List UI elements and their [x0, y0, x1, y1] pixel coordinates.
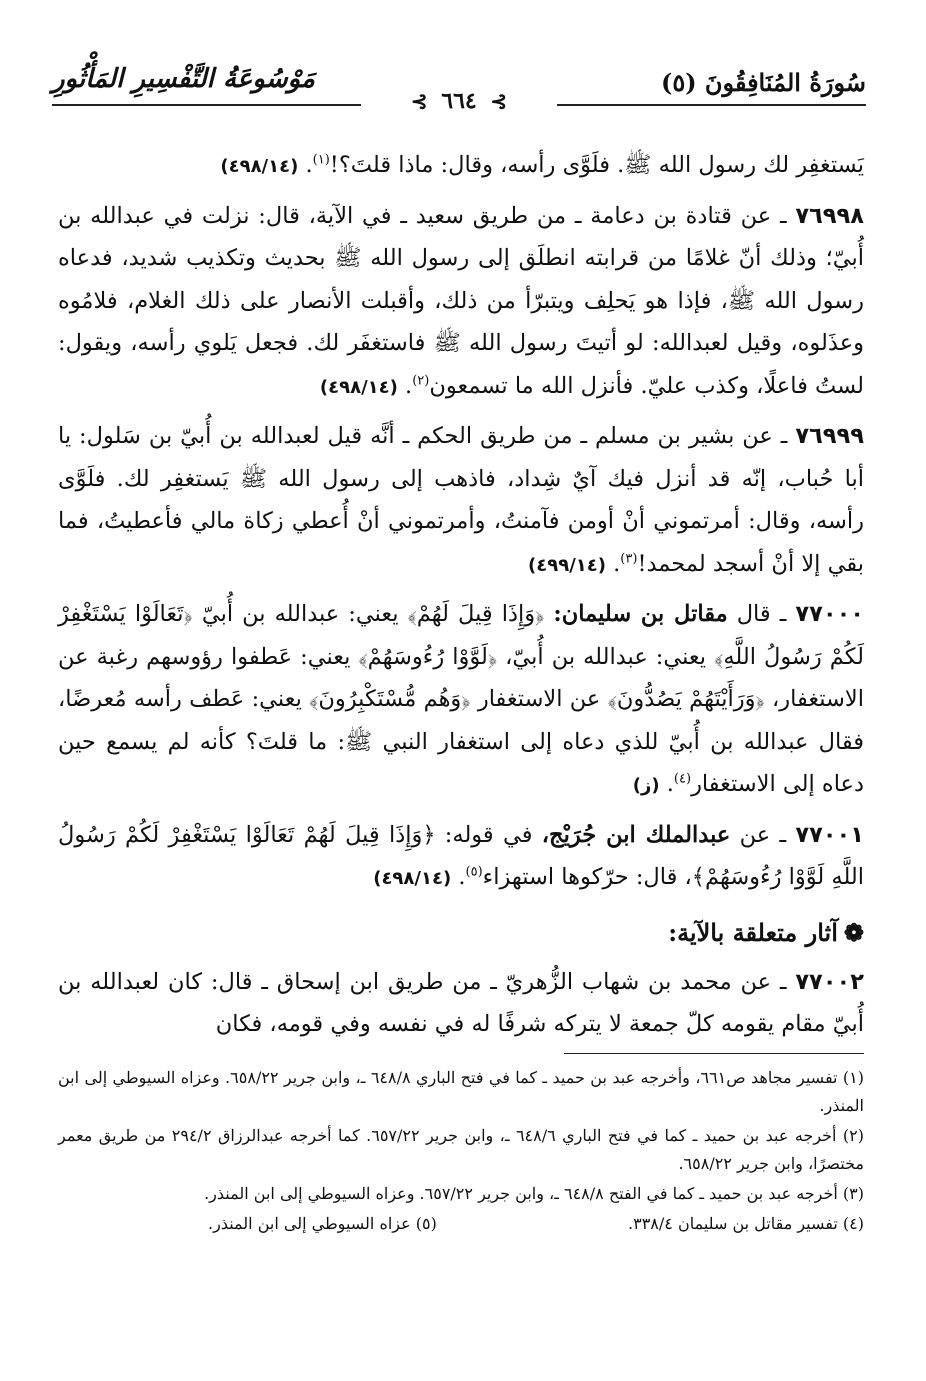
footnote-row [58, 1210, 864, 1238]
punctuation: . [405, 372, 413, 399]
footnote-marker: (١) [312, 152, 330, 168]
footnote-marker: (٥) [465, 864, 483, 880]
paragraph-text: ـ عن بشير بن مسلم ـ من طريق الحكم ـ أنَّه قيل لعبدالله بن أُبيّ بن سَلول: يا أبا حُباب، إنّه قد أنزل فيك آيٌ شِداد، فاذهب إلى رسول الله ﷺ يَستغفِر لك. فلَوَّى رأسه، وقال: أمرتموني أنْ أومن فآمنتُ، وأمرتموني أنْ أُعطي زكاة مالي فأعطيتُ، فما بقي إلا أنْ أسجد لمحمد! [58, 423, 864, 577]
narration-77000 [58, 593, 864, 808]
footnote: (٥) عزاه السيوطي إلى ابن المنذر. [208, 1214, 437, 1233]
narration-number: ٧٧٠٠٢ [795, 968, 864, 995]
paragraph-text: في قوله: ﴿وَإِذَا قِيلَ لَهُمْ تَعَالَوْا يَسْتَغْفِرْ لَكُمْ رَسُولُ اللَّهِ لَوَّوْا رُءُوسَهُمْ﴾، قال: حرّكوها استهزاء [58, 821, 864, 890]
footnote: (١) تفسير مجاهد ص٦٦١، وأخرجه عبد بن حميد ـ كما في فتح الباري ٦٤٨/٨ ـ، وابن جرير ٦٥٨/٢٢. وعزاه السيوطي إلى ابن المنذر. [58, 1068, 864, 1115]
surah-title: سُورَةُ المُنَافِقُونَ (٥) [660, 68, 866, 97]
narration-77002 [58, 961, 864, 1046]
page-number: ٦٦٤ [441, 88, 477, 114]
footnote-marker: (٤) [673, 771, 692, 787]
punctuation: . [458, 864, 466, 890]
paragraph-text: ـ عن محمد بن شهاب الزُّهريّ ـ من طريق ابن إسحاق ـ قال: كان لعبدالله بن أُبيّ مقام يقومه كلّ جمعة لا يتركه شرفًا له في نفسه وفي قومه، فكان [58, 968, 864, 1037]
punctuation: . [613, 550, 621, 577]
page-number-block [52, 88, 866, 114]
ornament-icon: ⊱ [490, 89, 508, 113]
source-reference: (٤٩٩/١٤) [528, 554, 606, 576]
footnote: (٢) أخرجه عبد بن حميد ـ كما في فتح الباري ٦٤٨/٦ ـ، وابن جرير ٦٥٧/٢٢. كما أخرجه عبدالرزاق ٢٩٤/٢ من طريق معمر مختصرًا، وابن جرير ٦٥٨/٢٢. [58, 1126, 864, 1173]
paragraph-prefix: ـ عن [739, 821, 787, 848]
narrator-name: مقاتل بن سليمان: [553, 601, 728, 627]
footnote-divider [564, 1053, 864, 1054]
flower-icon: ❁ [843, 917, 864, 947]
main-text [58, 144, 864, 1052]
narrator-name: عبدالملك ابن جُرَيْج، [541, 821, 731, 848]
narration-number: ٧٧٠٠٠ [795, 601, 865, 627]
punctuation: . [666, 771, 674, 797]
punctuation: . [305, 152, 313, 178]
narration-number: ٧٦٩٩٨ [795, 202, 864, 229]
paragraph-text: ﴿وَإِذَا قِيلَ لَهُمْ﴾ يعني: عبدالله بن أُبيّ ﴿تَعَالَوْا يَسْتَغْفِرْ لَكُمْ رَسُولُ اللَّهِ﴾ يعني: عبدالله بن أُبيّ، ﴿لَوَّوْا رُءُوسَهُمْ﴾ يعني: عَطفوا رؤوسهم رغبة عن الاستغفار، ﴿وَرَأَيْتَهُمْ يَصُدُّونَ﴾ عن الاستغفار ﴿وَهُم مُّسْتَكْبِرُونَ﴾ يعني: عَطف رأسه مُعرضًا، فقال عبدالله بن أُبيّ للذي دعاه إلى استغفار النبي ﷺ: ما قلتَ؟ كأنه لم يسمع حين دعاه إلى الاستغفار [58, 601, 864, 797]
page-header [52, 64, 866, 120]
footnote-marker: (٣) [620, 551, 638, 566]
narration-number: ٧٦٩٩٩ [795, 423, 864, 449]
narration-76999 [58, 415, 864, 587]
section-heading-text: آثار متعلقة بالآية: [668, 917, 838, 947]
source-reference: (ز) [632, 775, 660, 796]
paragraph-text: ـ عن قتادة بن دعامة ـ من طريق سعيد ـ في الآية، قال: نزلت في عبدالله بن أُبيّ؛ وذلك أنّ غلامًا من قرابته انطلَق إلى رسول الله ﷺ بحديث وتكذيب شديد، فدعاه رسول الله ﷺ، فإذا هو يَحلِف ويتبرّأ من ذلك، وأقبلت الأنصار على ذلك الغلام، فلامُوه وعذَلوه، وقيل لعبدالله: لو أتيتَ رسول الله ﷺ فاستغفَر لك. فجعل يَلوي رأسه، ويقول: لستُ فاعلًا، وكذب عليّ. فأنزل الله ما تسمعون [58, 202, 864, 399]
source-reference: (٤٩٨/١٤) [373, 868, 452, 889]
footnote: (٣) أخرجه عبد بن حميد ـ كما في الفتح ٦٤٨/٨ ـ، وابن جرير ٦٥٧/٢٢. وعزاه السيوطي إلى ابن المنذر. [204, 1184, 864, 1203]
paragraph-prefix: ـ قال [736, 601, 787, 627]
source-reference: (٤٩٨/١٤) [319, 376, 398, 398]
footnotes [58, 1064, 864, 1238]
source-reference: (٤٩٨/١٤) [220, 156, 299, 177]
narration-number: ٧٧٠٠١ [795, 821, 865, 848]
book-title: مَوْسُوعَةُ التَّفْسِيرِ المَأْثُورِ [52, 64, 315, 94]
footnote: (٤) تفسير مقاتل بن سليمان ٣٣٨/٤. [628, 1214, 864, 1233]
section-heading [58, 911, 864, 955]
narration-76998 [58, 195, 864, 410]
narration-77001 [58, 814, 864, 901]
ornament-icon: ⊱ [410, 89, 428, 113]
paragraph [58, 144, 864, 189]
paragraph-text: يَستغفِر لك رسول الله ﷺ. فلَوَّى رأسه، وقال: ماذا قلتَ؟! [329, 152, 864, 178]
footnote-marker: (٢) [412, 373, 430, 388]
